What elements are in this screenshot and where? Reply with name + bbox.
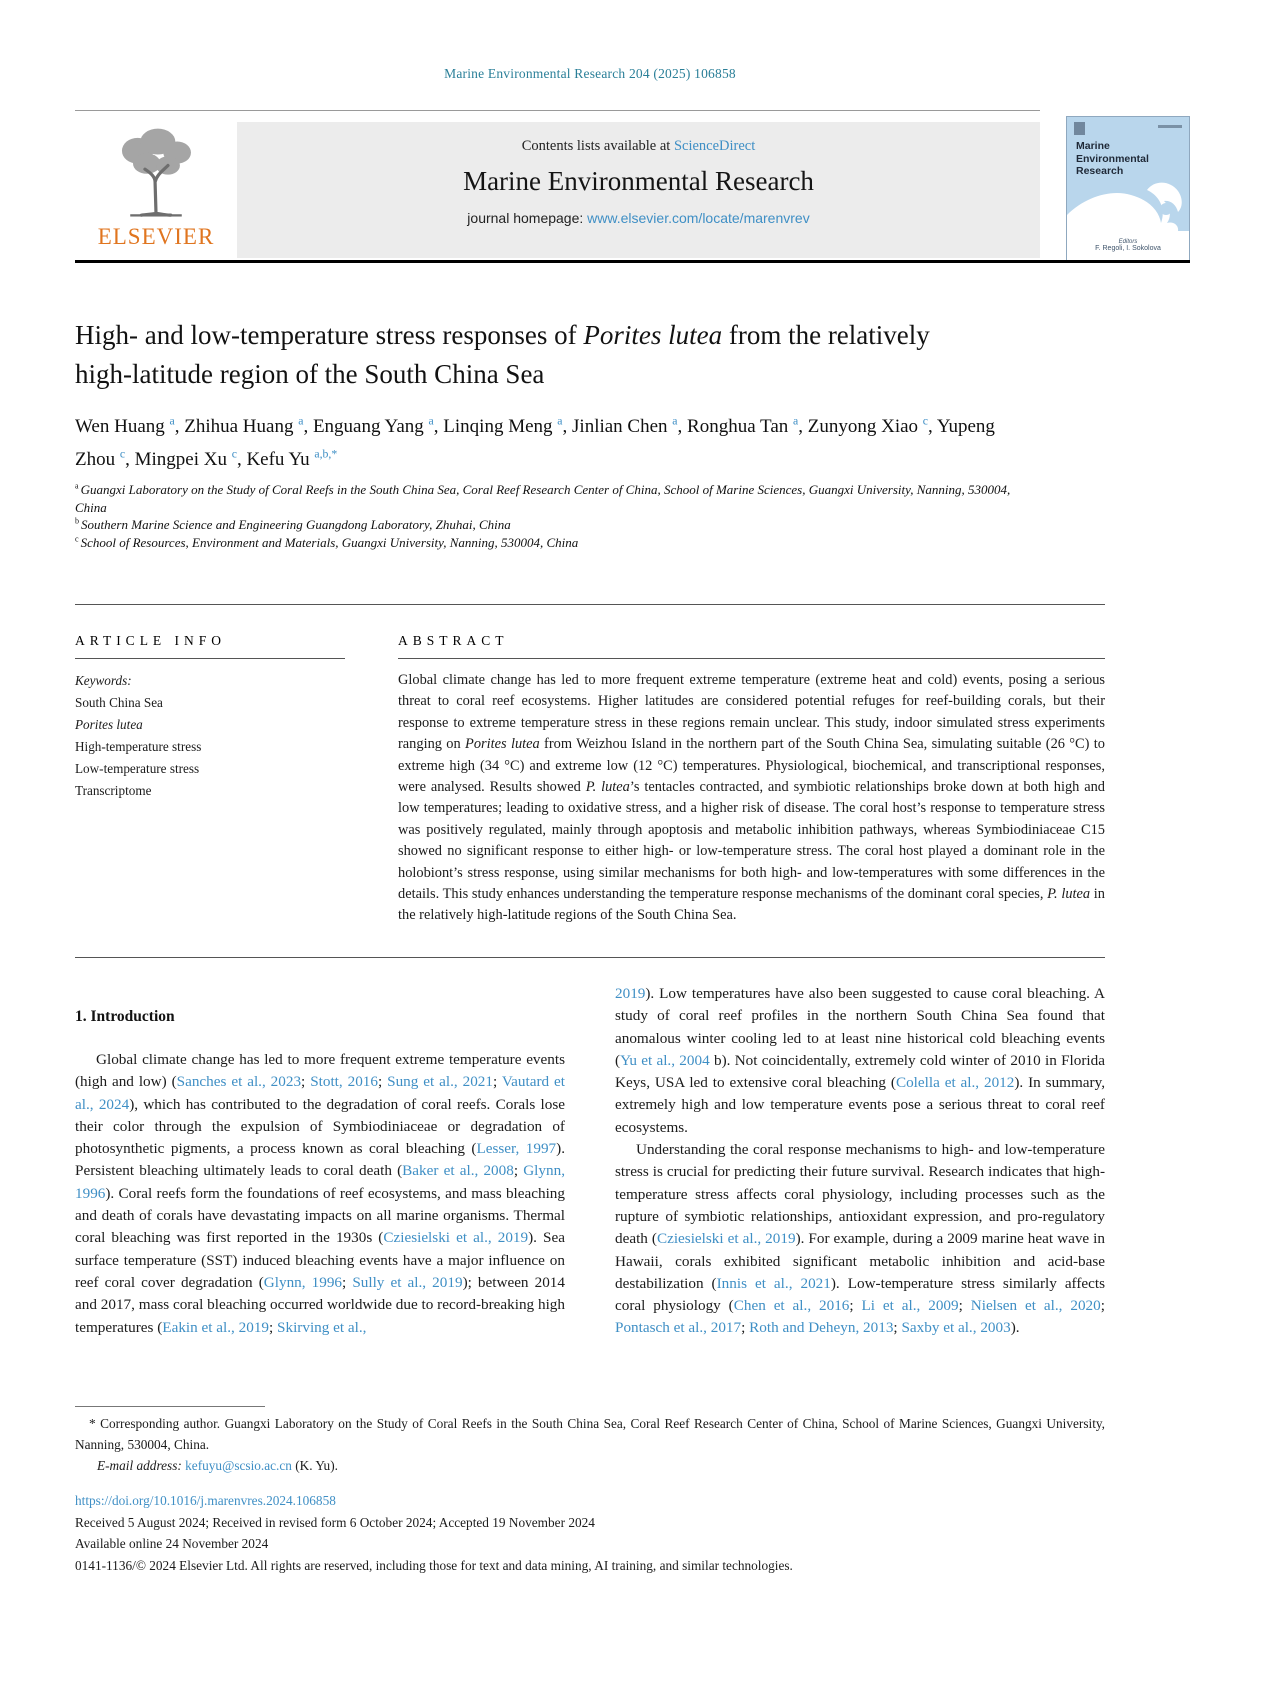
journal-masthead — [237, 122, 1040, 258]
text-run: ). In summary, extremely high and low temperature events pose a serious threat to coral reef ecosystems. — [615, 1074, 1105, 1136]
text-run: (K. Yu). — [291, 1458, 338, 1473]
text-run: South China Sea — [75, 695, 163, 710]
text-run: ; — [513, 1162, 524, 1180]
contents-line — [237, 138, 1040, 155]
text-run: ), which has contributed to the degradation of coral reefs. Corals lose their color through the expulsion of Symbiodiniaceae or degradation of photosynthetic pigments, a process known as coral bleaching ( — [75, 1095, 565, 1158]
keywords-label: Keywords: — [75, 673, 132, 688]
cover-title-line: Marine — [1076, 140, 1110, 152]
text-run: Porites lutea — [465, 736, 540, 753]
text-run: ; — [377, 1073, 388, 1091]
inline-link[interactable]: Cziesielski et al., 2019 — [656, 1230, 796, 1248]
text-run: High-temperature stress — [75, 739, 202, 754]
article-info-heading: ARTICLE INFO — [75, 633, 227, 648]
inline-link[interactable]: c — [119, 447, 126, 461]
cover-logo-mark — [1074, 122, 1085, 135]
footnote-divider — [75, 1406, 265, 1407]
text-run: School of Resources, Environment and Materials, Guangxi University, Nanning, 530004, China — [80, 534, 579, 550]
elsevier-tree-icon — [110, 123, 202, 219]
text-run: in the relatively high-latitude regions of the South China Sea. — [398, 886, 1106, 924]
inline-link[interactable]: a — [169, 414, 175, 428]
inline-link[interactable]: Stott, 2016 — [310, 1073, 378, 1091]
text-run: ). Low-temperature stress similarly affects coral physiology ( — [615, 1274, 1106, 1315]
doi-line — [75, 1490, 1105, 1512]
inline-link[interactable]: Li et al., 2009 — [861, 1297, 959, 1315]
intro-paragraph — [615, 1139, 1105, 1340]
contents-prefix: Contents lists available at — [521, 138, 674, 154]
text-run: , Mingpei Xu — [125, 449, 232, 470]
sciencedirect-link[interactable]: ScienceDirect — [673, 138, 756, 154]
elsevier-wordmark: ELSEVIER — [97, 224, 215, 249]
body-column-right — [615, 983, 1105, 1340]
article-footer — [75, 1490, 1105, 1576]
text-run: , Yupeng Zhou — [75, 416, 995, 470]
body-column-left — [75, 1008, 565, 1339]
text-run: Understanding the coral response mechanisms to high- and low-temperature stress is crucial for predicting their future survival. Research indicates that high-temperature stress affects coral physiology, including processes such as the rupture of symbiotic relationships, antioxidant expression, and pro-regulatory death ( — [615, 1141, 1105, 1248]
abstract-rule — [398, 658, 1105, 659]
text-run: from the relatively high-latitude region of the South China Sea — [75, 320, 930, 389]
text-run: ). Coral reefs form the foundations of reef ecosystems, and mass bleaching and death of corals have devastating impacts on all marine organisms. Thermal coral bleaching was first reported in the 1930s ( — [75, 1184, 565, 1247]
affiliations — [75, 481, 1035, 551]
inline-link[interactable]: Glynn, 1996 — [75, 1162, 565, 1202]
inline-link[interactable]: a — [298, 414, 304, 428]
text-run: E-mail address: — [97, 1458, 182, 1473]
text-run: from Weizhou Island in the northern part of the South China Sea, simulating suitable (26 °C) to extreme high (34 °C) and extreme low (12 °C) temperatures. Physiological, biochemical, and transcriptional responses, were analysed. Results showed — [398, 736, 1105, 796]
inline-link[interactable]: 2019 — [615, 985, 646, 1002]
text-run: ; — [269, 1318, 278, 1336]
cover-issn-mark — [1158, 125, 1182, 128]
article-title — [75, 316, 975, 394]
article-info-rule — [75, 658, 345, 659]
author-list — [75, 410, 1005, 476]
keyword — [75, 692, 345, 714]
text-run: ; — [958, 1297, 971, 1315]
inline-link[interactable]: Lesser, 1997 — [476, 1140, 557, 1158]
inline-link[interactable]: Colella et al., 2012 — [895, 1074, 1015, 1092]
text-run: ). Low temperatures have also been suggested to cause coral bleaching. A study of coral reef profiles in the northern South China Sea found that anomalous winter cooling led to at least nine historical cold bleaching events ( — [615, 985, 1105, 1069]
text-run: ). Sea surface temperature (SST) induced bleaching events have a major influence on reef coral cover degradation ( — [75, 1229, 565, 1291]
text-run: ; — [893, 1319, 902, 1337]
inline-link[interactable]: Cziesielski et al., 2019 — [383, 1229, 529, 1247]
inline-link[interactable]: c — [231, 447, 237, 461]
text-run: ; — [741, 1319, 750, 1337]
affiliation-a — [75, 481, 1035, 516]
inline-link[interactable]: c — [922, 414, 929, 428]
inline-link[interactable]: Skirving et al., — [277, 1318, 367, 1336]
text-run: , Zhihua Huang — [174, 416, 299, 437]
intro-paragraph-continued — [615, 983, 1105, 1139]
inline-link[interactable]: a — [557, 414, 563, 428]
text-run: * Corresponding author. Guangxi Laboratory on the Study of Coral Reefs in the South China Sea, Coral Reef Research Center of China, School of Marine Sciences, Guangxi University, Nanning, 530004, China. — [75, 1416, 1105, 1452]
text-run: , Kefu Yu — [236, 449, 315, 470]
text-run: Southern Marine Science and Engineering Guangdong Laboratory, Zhuhai, China — [81, 517, 511, 532]
inline-link[interactable]: Sung et al., 2021 — [387, 1073, 493, 1091]
available-online-line: Available online 24 November 2024 — [75, 1536, 269, 1551]
text-run: P. lutea — [585, 779, 630, 796]
inline-link[interactable]: Chen et al., 2016 — [733, 1297, 850, 1315]
text-run: Porites lutea — [75, 717, 143, 732]
text-run: P. lutea — [1047, 886, 1091, 903]
masthead-divider — [75, 260, 1190, 263]
text-run: Porites lutea — [583, 320, 723, 350]
inline-link[interactable]: Sully et al., 2019 — [352, 1273, 463, 1291]
inline-link[interactable]: kefuyu@scsio.ac.cn — [185, 1458, 292, 1473]
inline-link[interactable]: Baker et al., 2008 — [402, 1162, 514, 1180]
text-run: ’s tentacles contracted, and symbiotic relationships broke down at both high and low temperatures; leading to oxidative stress, and a higher risk of disease. The coral host’s response to temperature stress was positively regulated, mainly through apoptosis and metabolic inhibition pathways, whereas Symbiodiniaceae C15 showed no significant response to either high- or low-temperature stress. The coral host played a dominant role in the holobiont’s stress response, using similar mechanisms for both high- and low-temperatures with some differences in the details. This study enhances understanding the temperature response mechanisms of the dominant coral species, — [398, 779, 1105, 903]
abstract-text — [398, 670, 1105, 927]
keyword — [75, 736, 345, 758]
inline-link[interactable]: Pontasch et al., 2017 — [615, 1319, 742, 1337]
inline-link[interactable]: a — [793, 414, 799, 428]
text-run: , Zunyong Xiao — [798, 416, 923, 437]
text-run: , Jinlian Chen — [562, 416, 673, 437]
text-run: ; — [342, 1273, 353, 1291]
text-run: , Linqing Meng — [433, 416, 558, 437]
cover-title-line: Research — [1076, 165, 1124, 177]
section-heading-introduction: 1. Introduction — [75, 1008, 175, 1025]
copyright-line: 0141-1136/© 2024 Elsevier Ltd. All rights are reserved, including those for text and data mining, AI training, and similar technologies. — [75, 1557, 793, 1573]
text-run: ; — [1100, 1297, 1105, 1315]
cover-editors — [1067, 239, 1189, 252]
text-run: Guangxi Laboratory on the Study of Coral Reefs in the South China Sea, Coral Reef Research Center of China, School of Marine Sciences, Guangxi University, Nanning, 530004, China — [75, 482, 1011, 515]
elsevier-logo[interactable] — [75, 122, 237, 258]
doi-link[interactable]: https://doi.org/10.1016/j.marenvres.2024.106858 — [75, 1493, 336, 1508]
text-run: Low-temperature stress — [75, 761, 200, 776]
text-run: b). Not coincidentally, extremely cold winter of 2010 in Florida Keys, USA led to extensive coral bleaching ( — [615, 1051, 1105, 1092]
text-run: Global climate change has led to more frequent extreme temperature events (high and low) ( — [75, 1051, 565, 1091]
inline-link[interactable]: Yu et al., 2004 — [620, 1051, 710, 1069]
text-run: ; — [849, 1297, 862, 1315]
keyword — [75, 780, 345, 802]
footnote-block — [75, 1413, 1105, 1476]
inline-link[interactable]: Sanches et al., 2023 — [176, 1073, 302, 1091]
inline-link[interactable]: Glynn, 1996 — [263, 1273, 343, 1291]
homepage-link[interactable]: www.elsevier.com/locate/marenvrev — [587, 210, 810, 226]
inline-link[interactable]: Nielsen et al., 2020 — [970, 1297, 1101, 1315]
corresponding-author-note — [75, 1413, 1105, 1455]
abstract-heading: ABSTRACT — [398, 633, 509, 648]
keyword — [75, 714, 345, 736]
homepage-prefix: journal homepage: — [467, 210, 588, 226]
text-run: a — [75, 481, 81, 491]
text-run: ). For example, during a 2009 marine heat wave in Hawaii, corals exhibited significant metabolic inhibition and acid-base destabilization ( — [615, 1230, 1105, 1292]
cover-editors-label: Editors — [1118, 239, 1138, 245]
text-run: ). — [1010, 1319, 1020, 1337]
text-run: Transcriptome — [75, 783, 152, 798]
journal-cover-thumbnail[interactable] — [1066, 116, 1190, 262]
text-run: ; — [301, 1073, 311, 1091]
cover-title-line: Environmental — [1076, 152, 1149, 165]
inline-link[interactable]: a — [672, 414, 678, 428]
info-abstract-block — [75, 604, 1105, 958]
text-run: ). Persistent bleaching ultimately leads to coral death ( — [75, 1140, 566, 1180]
top-divider — [75, 110, 1040, 111]
affiliation-c — [75, 534, 1035, 552]
journal-title: Marine Environmental Research — [463, 166, 814, 196]
page-citation: Marine Environmental Research 204 (2025) 106858 — [444, 66, 736, 81]
affiliation-b — [75, 516, 1035, 534]
text-run: ; — [493, 1073, 502, 1091]
homepage-line — [237, 210, 1040, 226]
inline-link[interactable]: Vautard et al., 2024 — [75, 1073, 565, 1113]
text-run: c — [75, 534, 81, 544]
received-line: Received 5 August 2024; Received in revised form 6 October 2024; Accepted 19 November 2024 — [75, 1514, 595, 1530]
inline-link[interactable]: a — [428, 414, 434, 428]
text-run: Wen Huang — [75, 416, 170, 437]
text-run: , Enguang Yang — [303, 416, 429, 437]
inline-link[interactable]: Eakin et al., 2019 — [162, 1318, 270, 1336]
cover-editors-names: F. Regoli, I. Sokolova — [1095, 245, 1161, 252]
text-run: , Ronghua Tan — [677, 416, 794, 437]
inline-link[interactable]: a,b,* — [314, 447, 338, 461]
inline-link[interactable]: Roth and Deheyn, 2013 — [749, 1319, 894, 1337]
text-run: ); between 2014 and 2017, mass coral bleaching occurred worldwide due to record-breaking high temperatures ( — [75, 1273, 565, 1336]
email-line — [75, 1455, 1105, 1476]
abstract-column — [398, 605, 1105, 927]
article-info-column — [75, 605, 345, 802]
text-run: b — [75, 516, 82, 526]
keyword — [75, 758, 345, 780]
intro-paragraph — [75, 1049, 565, 1339]
text-run: High- and low-temperature stress responses of — [75, 320, 584, 350]
text-run: Global climate change has led to more frequent extreme temperature (extreme heat and cold) events, posing a serious threat to coral reef ecosystems. Higher latitudes are considered potential refuges for reef-building corals, but their response to extreme temperature stress in these regions remain unclear. This study, indoor simulated stress experiments ranging on — [398, 672, 1105, 753]
inline-link[interactable]: Saxby et al., 2003 — [901, 1319, 1011, 1337]
inline-link[interactable]: Innis et al., 2021 — [716, 1274, 831, 1292]
